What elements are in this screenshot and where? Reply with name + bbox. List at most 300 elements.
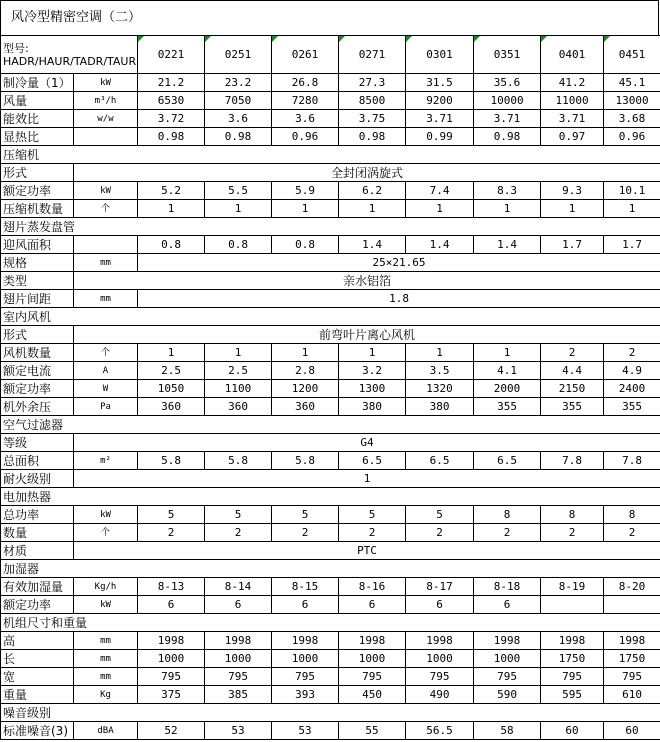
row-unit: kW bbox=[74, 596, 138, 614]
section-header-row bbox=[1, 218, 660, 236]
value-cell: 7.4 bbox=[406, 182, 474, 200]
value-cell: 55 bbox=[339, 722, 406, 740]
value-cell: 1 bbox=[474, 344, 541, 362]
row-label: 风量 bbox=[1, 92, 74, 110]
value-cell: 11000 bbox=[541, 92, 604, 110]
value-cell: 8-15 bbox=[272, 578, 339, 596]
value-cell: 355 bbox=[604, 398, 660, 416]
row-unit: mm bbox=[74, 254, 138, 272]
table-row-merged bbox=[1, 434, 660, 452]
value-cell: 31.5 bbox=[406, 74, 474, 92]
value-cell: 1320 bbox=[406, 380, 474, 398]
value-cell: 3.6 bbox=[272, 110, 339, 128]
value-cell: 1998 bbox=[541, 632, 604, 650]
value-cell: 56.5 bbox=[406, 722, 474, 740]
table-row-merged bbox=[1, 254, 660, 272]
row-unit: mm bbox=[74, 632, 138, 650]
value-cell: 795 bbox=[406, 668, 474, 686]
value-cell: 5 bbox=[339, 506, 406, 524]
value-cell: 380 bbox=[339, 398, 406, 416]
value-cell: 13000 bbox=[604, 92, 660, 110]
value-cell: 3.75 bbox=[339, 110, 406, 128]
row-unit: kW bbox=[74, 182, 138, 200]
row-label: 长 bbox=[1, 650, 74, 668]
value-cell: 6.5 bbox=[339, 452, 406, 470]
row-unit: kW bbox=[74, 506, 138, 524]
table-row bbox=[1, 668, 660, 686]
row-label: 规格 bbox=[1, 254, 74, 272]
model-label: 型号: bbox=[3, 41, 29, 55]
section-title: 机组尺寸和重量 bbox=[1, 614, 660, 632]
value-cell: 595 bbox=[541, 686, 604, 704]
value-cell: 10000 bbox=[474, 92, 541, 110]
value-cell: 0.98 bbox=[474, 128, 541, 146]
model-series-label: HADR/HAUR/TADR/TAUR bbox=[3, 54, 137, 68]
value-cell: 1.4 bbox=[406, 236, 474, 254]
value-cell: 7.8 bbox=[541, 452, 604, 470]
value-cell: 5.8 bbox=[205, 452, 272, 470]
table-row-merged bbox=[1, 164, 660, 182]
merged-value-cell: 前弯叶片离心风机 bbox=[74, 326, 660, 344]
value-cell: 60 bbox=[541, 722, 604, 740]
table-row bbox=[1, 362, 660, 380]
row-label: 额定功率 bbox=[1, 596, 74, 614]
value-cell: 6 bbox=[406, 596, 474, 614]
value-cell: 393 bbox=[272, 686, 339, 704]
value-cell: 26.8 bbox=[272, 74, 339, 92]
value-cell: 8-19 bbox=[541, 578, 604, 596]
value-cell: 1 bbox=[604, 200, 660, 218]
row-unit: m² bbox=[74, 452, 138, 470]
value-cell: 2 bbox=[406, 524, 474, 542]
value-cell: 3.71 bbox=[406, 110, 474, 128]
value-cell: 1000 bbox=[272, 650, 339, 668]
merged-value-cell: 全封闭涡旋式 bbox=[74, 164, 660, 182]
section-header-row bbox=[1, 488, 660, 506]
row-label: 额定功率 bbox=[1, 380, 74, 398]
value-cell: 45.1 bbox=[604, 74, 660, 92]
table-row bbox=[1, 74, 660, 92]
model-number: 0401 bbox=[558, 47, 586, 61]
row-label: 机外余压 bbox=[1, 398, 74, 416]
value-cell: 4.1 bbox=[474, 362, 541, 380]
value-cell: 0.96 bbox=[272, 128, 339, 146]
value-cell: 5 bbox=[406, 506, 474, 524]
value-cell: 1.4 bbox=[339, 236, 406, 254]
cell-comment-marker bbox=[138, 36, 144, 42]
value-cell: 0.99 bbox=[406, 128, 474, 146]
table-row bbox=[1, 650, 660, 668]
value-cell: 1750 bbox=[604, 650, 660, 668]
value-cell: 35.6 bbox=[474, 74, 541, 92]
value-cell: 8 bbox=[604, 506, 660, 524]
cell-comment-marker bbox=[474, 36, 480, 42]
row-unit: Kg bbox=[74, 686, 138, 704]
value-cell: 0.98 bbox=[205, 128, 272, 146]
value-cell: 1 bbox=[138, 344, 205, 362]
row-label: 数量 bbox=[1, 524, 74, 542]
value-cell: 0.98 bbox=[339, 128, 406, 146]
value-cell: 610 bbox=[604, 686, 660, 704]
row-label: 重量 bbox=[1, 686, 74, 704]
value-cell: 1 bbox=[339, 344, 406, 362]
section-title: 加湿器 bbox=[1, 560, 660, 578]
section-header-row bbox=[1, 308, 660, 326]
section-title: 压缩机 bbox=[1, 146, 660, 164]
value-cell: 8.3 bbox=[474, 182, 541, 200]
value-cell: 1 bbox=[474, 200, 541, 218]
value-cell: 9.3 bbox=[541, 182, 604, 200]
table-row bbox=[1, 632, 660, 650]
value-cell: 1000 bbox=[205, 650, 272, 668]
row-label: 总功率 bbox=[1, 506, 74, 524]
value-cell: 1998 bbox=[406, 632, 474, 650]
value-cell: 1998 bbox=[272, 632, 339, 650]
value-cell: 7050 bbox=[205, 92, 272, 110]
row-unit: 个 bbox=[74, 200, 138, 218]
row-unit: w/w bbox=[74, 110, 138, 128]
value-cell: 5.2 bbox=[138, 182, 205, 200]
value-cell: 0.8 bbox=[138, 236, 205, 254]
value-cell: 6 bbox=[339, 596, 406, 614]
value-cell: 3.71 bbox=[541, 110, 604, 128]
model-number: 0261 bbox=[291, 47, 319, 61]
row-label: 形式 bbox=[1, 164, 74, 182]
value-cell: 1 bbox=[272, 344, 339, 362]
table-row bbox=[1, 380, 660, 398]
merged-value-cell: 1.8 bbox=[138, 290, 660, 308]
value-cell: 360 bbox=[205, 398, 272, 416]
value-cell: 7.8 bbox=[604, 452, 660, 470]
table-row bbox=[1, 686, 660, 704]
row-label: 有效加湿量 bbox=[1, 578, 74, 596]
table-row-merged bbox=[1, 470, 660, 488]
value-cell: 60 bbox=[604, 722, 660, 740]
value-cell: 7280 bbox=[272, 92, 339, 110]
value-cell: 0.8 bbox=[205, 236, 272, 254]
header-row bbox=[1, 36, 660, 74]
cell-comment-marker bbox=[406, 36, 412, 42]
value-cell: 10.1 bbox=[604, 182, 660, 200]
value-cell: 3.71 bbox=[474, 110, 541, 128]
value-cell: 5.8 bbox=[272, 452, 339, 470]
value-cell: 53 bbox=[272, 722, 339, 740]
row-label: 翅片间距 bbox=[1, 290, 74, 308]
value-cell: 0.8 bbox=[272, 236, 339, 254]
row-unit: m³/h bbox=[74, 92, 138, 110]
value-cell: 6.2 bbox=[339, 182, 406, 200]
value-cell: 8-18 bbox=[474, 578, 541, 596]
value-cell: 795 bbox=[339, 668, 406, 686]
value-cell: 1 bbox=[138, 200, 205, 218]
row-label: 制冷量（1） bbox=[1, 74, 74, 92]
value-cell: 5 bbox=[138, 506, 205, 524]
value-cell: 795 bbox=[604, 668, 660, 686]
table-row bbox=[1, 110, 660, 128]
model-header-cell bbox=[406, 36, 474, 74]
model-header-cell bbox=[272, 36, 339, 74]
merged-value-cell: 1 bbox=[74, 470, 660, 488]
value-cell: 3.68 bbox=[604, 110, 660, 128]
section-header-row bbox=[1, 146, 660, 164]
row-unit: kW bbox=[74, 74, 138, 92]
table-row bbox=[1, 506, 660, 524]
model-label-cell bbox=[1, 36, 138, 74]
row-label: 材质 bbox=[1, 542, 74, 560]
value-cell: 795 bbox=[138, 668, 205, 686]
value-cell: 5 bbox=[272, 506, 339, 524]
value-cell: 380 bbox=[406, 398, 474, 416]
value-cell: 2150 bbox=[541, 380, 604, 398]
section-header-row bbox=[1, 560, 660, 578]
row-unit: A bbox=[74, 362, 138, 380]
value-cell: 795 bbox=[205, 668, 272, 686]
row-label: 耐火级别 bbox=[1, 470, 74, 488]
row-unit: W bbox=[74, 380, 138, 398]
value-cell: 8500 bbox=[339, 92, 406, 110]
row-unit bbox=[74, 236, 138, 254]
value-cell: 6530 bbox=[138, 92, 205, 110]
cell-comment-marker bbox=[339, 36, 345, 42]
value-cell: 1 bbox=[406, 200, 474, 218]
table-row bbox=[1, 524, 660, 542]
row-label: 压缩机数量 bbox=[1, 200, 74, 218]
row-unit: 个 bbox=[74, 344, 138, 362]
table-row bbox=[1, 344, 660, 362]
table-row bbox=[1, 236, 660, 254]
model-header-cell bbox=[205, 36, 272, 74]
value-cell: 1.7 bbox=[604, 236, 660, 254]
value-cell: 1750 bbox=[541, 650, 604, 668]
row-label: 形式 bbox=[1, 326, 74, 344]
value-cell: 6 bbox=[138, 596, 205, 614]
model-number: 0451 bbox=[618, 47, 646, 61]
value-cell: 450 bbox=[339, 686, 406, 704]
value-cell: 2 bbox=[474, 524, 541, 542]
row-unit: mm bbox=[74, 668, 138, 686]
value-cell: 385 bbox=[205, 686, 272, 704]
value-cell: 0.96 bbox=[604, 128, 660, 146]
value-cell: 8-20 bbox=[604, 578, 660, 596]
value-cell: 1998 bbox=[339, 632, 406, 650]
table-row-merged bbox=[1, 326, 660, 344]
document-title: 风冷型精密空调（二） bbox=[0, 0, 659, 36]
value-cell: 355 bbox=[541, 398, 604, 416]
value-cell: 2.5 bbox=[138, 362, 205, 380]
table-row bbox=[1, 182, 660, 200]
spec-table-body bbox=[1, 36, 660, 740]
model-number: 0251 bbox=[224, 47, 252, 61]
merged-value-cell: G4 bbox=[74, 434, 660, 452]
value-cell: 2 bbox=[604, 524, 660, 542]
value-cell: 41.2 bbox=[541, 74, 604, 92]
row-unit: Pa bbox=[74, 398, 138, 416]
value-cell: 8 bbox=[541, 506, 604, 524]
row-label: 标准噪音(3) bbox=[1, 722, 74, 740]
value-cell: 8-17 bbox=[406, 578, 474, 596]
value-cell: 6.5 bbox=[406, 452, 474, 470]
merged-value-cell: 25×21.65 bbox=[138, 254, 660, 272]
row-label: 总面积 bbox=[1, 452, 74, 470]
value-cell: 1300 bbox=[339, 380, 406, 398]
value-cell: 8-13 bbox=[138, 578, 205, 596]
section-title: 噪音级别 bbox=[1, 704, 660, 722]
row-label: 迎风面积 bbox=[1, 236, 74, 254]
cell-comment-marker bbox=[541, 36, 547, 42]
value-cell: 2 bbox=[272, 524, 339, 542]
value-cell: 9200 bbox=[406, 92, 474, 110]
value-cell: 4.4 bbox=[541, 362, 604, 380]
value-cell: 2.8 bbox=[272, 362, 339, 380]
value-cell: 1 bbox=[205, 344, 272, 362]
value-cell: 1 bbox=[406, 344, 474, 362]
row-label: 类型 bbox=[1, 272, 74, 290]
value-cell: 360 bbox=[272, 398, 339, 416]
value-cell bbox=[604, 596, 660, 614]
model-header-cell bbox=[604, 36, 660, 74]
value-cell: 1.7 bbox=[541, 236, 604, 254]
value-cell: 1998 bbox=[474, 632, 541, 650]
value-cell: 1000 bbox=[339, 650, 406, 668]
value-cell: 0.97 bbox=[541, 128, 604, 146]
value-cell: 3.5 bbox=[406, 362, 474, 380]
value-cell: 2 bbox=[604, 344, 660, 362]
value-cell: 1000 bbox=[474, 650, 541, 668]
section-header-row bbox=[1, 416, 660, 434]
value-cell: 590 bbox=[474, 686, 541, 704]
section-header-row bbox=[1, 704, 660, 722]
table-row bbox=[1, 596, 660, 614]
row-label: 等级 bbox=[1, 434, 74, 452]
row-unit: mm bbox=[74, 650, 138, 668]
cell-comment-marker bbox=[604, 36, 610, 42]
value-cell: 1998 bbox=[205, 632, 272, 650]
value-cell: 795 bbox=[541, 668, 604, 686]
value-cell: 2 bbox=[541, 344, 604, 362]
table-row-merged bbox=[1, 290, 660, 308]
value-cell bbox=[541, 596, 604, 614]
value-cell: 1050 bbox=[138, 380, 205, 398]
value-cell: 6.5 bbox=[474, 452, 541, 470]
value-cell: 2 bbox=[339, 524, 406, 542]
value-cell: 1000 bbox=[406, 650, 474, 668]
row-label: 高 bbox=[1, 632, 74, 650]
value-cell: 1.4 bbox=[474, 236, 541, 254]
value-cell: 2 bbox=[138, 524, 205, 542]
table-row bbox=[1, 200, 660, 218]
value-cell: 2 bbox=[205, 524, 272, 542]
section-header-row bbox=[1, 614, 660, 632]
value-cell: 1200 bbox=[272, 380, 339, 398]
model-header-cell bbox=[541, 36, 604, 74]
model-number: 0301 bbox=[426, 47, 453, 61]
value-cell: 53 bbox=[205, 722, 272, 740]
value-cell: 3.6 bbox=[205, 110, 272, 128]
value-cell: 1000 bbox=[138, 650, 205, 668]
value-cell: 8 bbox=[474, 506, 541, 524]
value-cell: 360 bbox=[138, 398, 205, 416]
table-row-merged bbox=[1, 542, 660, 560]
row-label: 额定功率 bbox=[1, 182, 74, 200]
value-cell: 5 bbox=[205, 506, 272, 524]
section-title: 电加热器 bbox=[1, 488, 660, 506]
row-label: 额定电流 bbox=[1, 362, 74, 380]
row-unit: mm bbox=[74, 290, 138, 308]
value-cell: 5.8 bbox=[138, 452, 205, 470]
value-cell: 58 bbox=[474, 722, 541, 740]
table-row-merged bbox=[1, 272, 660, 290]
value-cell: 2400 bbox=[604, 380, 660, 398]
value-cell: 1 bbox=[541, 200, 604, 218]
value-cell: 21.2 bbox=[138, 74, 205, 92]
model-number: 0271 bbox=[358, 47, 386, 61]
merged-value-cell: 亲水铝箔 bbox=[74, 272, 660, 290]
value-cell: 2000 bbox=[474, 380, 541, 398]
table-row bbox=[1, 92, 660, 110]
value-cell: 355 bbox=[474, 398, 541, 416]
row-label: 能效比 bbox=[1, 110, 74, 128]
value-cell: 6 bbox=[474, 596, 541, 614]
cell-comment-marker bbox=[272, 36, 278, 42]
row-label: 宽 bbox=[1, 668, 74, 686]
value-cell: 8-14 bbox=[205, 578, 272, 596]
model-number: 0221 bbox=[157, 47, 185, 61]
model-header-cell bbox=[138, 36, 205, 74]
value-cell: 2 bbox=[541, 524, 604, 542]
section-title: 翅片蒸发盘管 bbox=[1, 218, 660, 236]
value-cell: 3.72 bbox=[138, 110, 205, 128]
value-cell: 795 bbox=[272, 668, 339, 686]
table-row bbox=[1, 452, 660, 470]
row-unit: Kg/h bbox=[74, 578, 138, 596]
row-unit bbox=[74, 128, 138, 146]
table-row bbox=[1, 128, 660, 146]
section-title: 室内风机 bbox=[1, 308, 660, 326]
row-label: 风机数量 bbox=[1, 344, 74, 362]
value-cell: 1 bbox=[339, 200, 406, 218]
merged-value-cell: PTC bbox=[74, 542, 660, 560]
value-cell: 23.2 bbox=[205, 74, 272, 92]
value-cell: 52 bbox=[138, 722, 205, 740]
value-cell: 6 bbox=[205, 596, 272, 614]
value-cell: 1998 bbox=[138, 632, 205, 650]
value-cell: 375 bbox=[138, 686, 205, 704]
value-cell: 4.9 bbox=[604, 362, 660, 380]
value-cell: 1100 bbox=[205, 380, 272, 398]
section-title: 空气过滤器 bbox=[1, 416, 660, 434]
value-cell: 5.5 bbox=[205, 182, 272, 200]
value-cell: 2.5 bbox=[205, 362, 272, 380]
table-row bbox=[1, 578, 660, 596]
row-unit: 个 bbox=[74, 524, 138, 542]
value-cell: 795 bbox=[474, 668, 541, 686]
value-cell: 8-16 bbox=[339, 578, 406, 596]
row-label: 显热比 bbox=[1, 128, 74, 146]
value-cell: 5.9 bbox=[272, 182, 339, 200]
row-unit: dBA bbox=[74, 722, 138, 740]
model-number: 0351 bbox=[493, 47, 521, 61]
value-cell: 3.2 bbox=[339, 362, 406, 380]
spec-table bbox=[0, 35, 660, 740]
value-cell: 27.3 bbox=[339, 74, 406, 92]
value-cell: 0.98 bbox=[138, 128, 205, 146]
table-row bbox=[1, 398, 660, 416]
model-header-cell bbox=[339, 36, 406, 74]
value-cell: 1 bbox=[272, 200, 339, 218]
model-header-cell bbox=[474, 36, 541, 74]
cell-comment-marker bbox=[205, 36, 211, 42]
value-cell: 1 bbox=[205, 200, 272, 218]
